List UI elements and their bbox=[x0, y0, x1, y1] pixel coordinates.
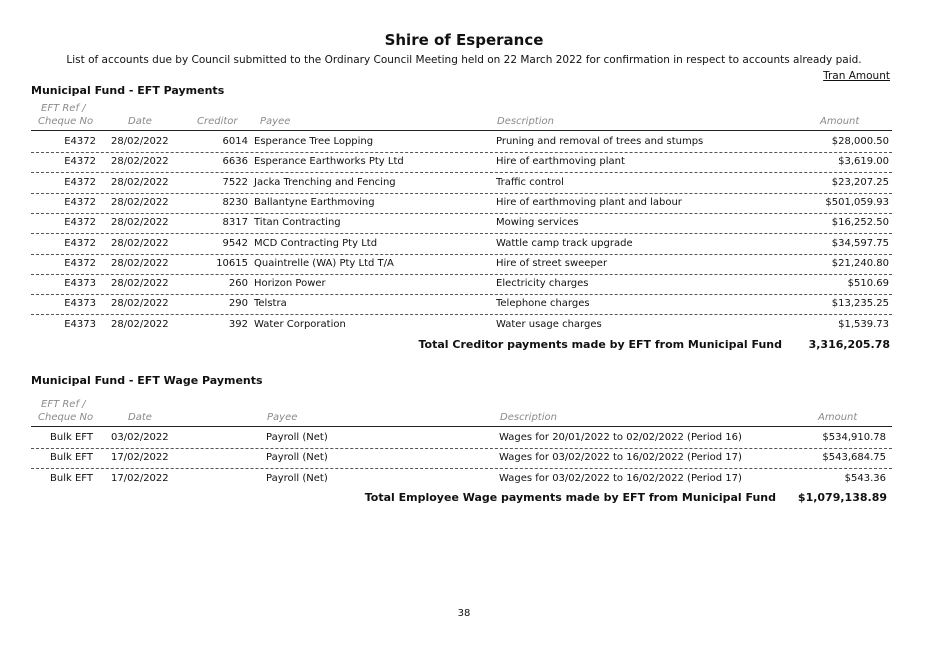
wage-payments-heading: Municipal Fund - EFT Wage Payments bbox=[31, 374, 263, 387]
cell-payee: Esperance Tree Lopping bbox=[254, 136, 374, 147]
cell-description: Mowing services bbox=[496, 217, 579, 229]
header-ref-line1: EFT Ref / bbox=[41, 399, 86, 410]
cell-date: 28/02/2022 bbox=[111, 318, 169, 330]
tran-amount-label: Tran Amount bbox=[823, 70, 890, 82]
cell-ref: E4372 bbox=[64, 196, 96, 208]
cell-amount: $543.36 bbox=[844, 472, 886, 484]
cell-amount: $23,207.25 bbox=[831, 176, 889, 188]
cell-creditor: 10615 bbox=[216, 257, 248, 269]
header-description: Description bbox=[497, 116, 554, 127]
cell-date: 03/02/2022 bbox=[111, 432, 169, 443]
cell-creditor: 6636 bbox=[222, 156, 248, 168]
cell-description: Water usage charges bbox=[496, 318, 602, 330]
cell-date: 28/02/2022 bbox=[111, 217, 169, 229]
cell-ref: E4372 bbox=[64, 237, 96, 249]
cell-amount: $501,059.93 bbox=[825, 196, 889, 208]
cell-ref: E4372 bbox=[64, 156, 96, 168]
table-row bbox=[31, 274, 892, 295]
eft-total-value: 3,316,205.78 bbox=[808, 338, 890, 351]
cell-amount: $534,910.78 bbox=[822, 432, 886, 443]
eft-payments-heading: Municipal Fund - EFT Payments bbox=[31, 84, 225, 97]
table-row bbox=[31, 315, 892, 335]
header-rule bbox=[31, 426, 892, 427]
cell-description: Wages for 03/02/2022 to 16/02/2022 (Period 17) bbox=[499, 452, 742, 464]
cell-payee: Payroll (Net) bbox=[266, 452, 328, 464]
cell-ref: E4373 bbox=[64, 318, 96, 330]
cell-description: Wages for 03/02/2022 to 16/02/2022 (Period 17) bbox=[499, 472, 742, 484]
cell-payee: MCD Contracting Pty Ltd bbox=[254, 237, 378, 249]
header-ref-line1: EFT Ref / bbox=[41, 103, 86, 114]
cell-ref: E4373 bbox=[64, 278, 96, 290]
table-row bbox=[31, 132, 892, 153]
cell-amount: $16,252.50 bbox=[831, 217, 889, 229]
cell-creditor: 6014 bbox=[222, 136, 248, 147]
cell-date: 28/02/2022 bbox=[111, 278, 169, 290]
table-row bbox=[31, 173, 892, 194]
wage-total-value: $1,079,138.89 bbox=[797, 491, 887, 504]
header-payee: Payee bbox=[260, 116, 291, 127]
document-title: Shire of Esperance bbox=[384, 31, 544, 49]
header-ref-line2: Cheque No bbox=[38, 116, 94, 127]
cell-date: 28/02/2022 bbox=[111, 136, 169, 147]
cell-description: Wages for 20/01/2022 to 02/02/2022 (Period 16) bbox=[499, 432, 742, 443]
cell-description: Hire of earthmoving plant and labour bbox=[496, 196, 682, 208]
cell-date: 28/02/2022 bbox=[111, 298, 169, 310]
cell-description: Hire of street sweeper bbox=[496, 257, 608, 269]
header-date: Date bbox=[128, 412, 152, 423]
cell-payee: Water Corporation bbox=[254, 318, 346, 330]
cell-date: 17/02/2022 bbox=[111, 452, 169, 464]
cell-date: 17/02/2022 bbox=[111, 472, 169, 484]
table-row bbox=[31, 213, 892, 234]
cell-date: 28/02/2022 bbox=[111, 257, 169, 269]
cell-ref: E4372 bbox=[64, 176, 96, 188]
header-amount: Amount bbox=[818, 412, 858, 423]
header-date: Date bbox=[128, 116, 152, 127]
table-row bbox=[31, 254, 892, 275]
cell-payee: Jacka Trenching and Fencing bbox=[254, 176, 396, 188]
cell-amount: $543,684.75 bbox=[822, 452, 886, 464]
table-row bbox=[31, 152, 892, 173]
cell-creditor: 260 bbox=[228, 278, 248, 290]
cell-ref: Bulk EFT bbox=[50, 472, 93, 484]
cell-ref: E4373 bbox=[64, 298, 96, 310]
cell-ref: E4372 bbox=[64, 136, 96, 147]
table-row bbox=[31, 234, 892, 255]
cell-amount: $21,240.80 bbox=[831, 257, 889, 269]
cell-payee: Horizon Power bbox=[254, 278, 326, 290]
table-row bbox=[31, 428, 892, 449]
cell-description: Hire of earthmoving plant bbox=[496, 156, 625, 168]
cell-creditor: 290 bbox=[228, 298, 248, 310]
cell-ref: Bulk EFT bbox=[50, 452, 93, 464]
cell-description: Wattle camp track upgrade bbox=[496, 237, 633, 249]
cell-date: 28/02/2022 bbox=[111, 237, 169, 249]
page-number: 38 bbox=[457, 608, 471, 619]
cell-creditor: 9542 bbox=[222, 237, 248, 249]
cell-amount: $1,539.73 bbox=[838, 318, 889, 330]
table-row bbox=[31, 469, 892, 489]
cell-payee: Esperance Earthworks Pty Ltd bbox=[254, 156, 404, 168]
cell-ref: E4372 bbox=[64, 257, 96, 269]
cell-payee: Quaintrelle (WA) Pty Ltd T/A bbox=[254, 257, 394, 269]
cell-date: 28/02/2022 bbox=[111, 176, 169, 188]
cell-amount: $34,597.75 bbox=[831, 237, 889, 249]
cell-creditor: 7522 bbox=[222, 176, 248, 188]
header-creditor: Creditor bbox=[197, 116, 238, 127]
cell-amount: $510.69 bbox=[847, 278, 889, 290]
cell-description: Telephone charges bbox=[496, 298, 590, 310]
cell-payee: Titan Contracting bbox=[254, 217, 341, 229]
header-description: Description bbox=[500, 412, 557, 423]
header-amount: Amount bbox=[820, 116, 860, 127]
table-row bbox=[31, 193, 892, 214]
table-row bbox=[31, 294, 892, 315]
cell-ref: E4372 bbox=[64, 217, 96, 229]
cell-description: Pruning and removal of trees and stumps bbox=[496, 136, 704, 147]
wage-total-label: Total Employee Wage payments made by EFT from Municipal Fund bbox=[364, 491, 776, 504]
cell-payee: Payroll (Net) bbox=[266, 432, 328, 443]
cell-creditor: 8230 bbox=[222, 196, 248, 208]
cell-payee: Ballantyne Earthmoving bbox=[254, 196, 375, 208]
header-ref-line2: Cheque No bbox=[38, 412, 94, 423]
cell-date: 28/02/2022 bbox=[111, 156, 169, 168]
cell-creditor: 392 bbox=[228, 318, 248, 330]
cell-payee: Payroll (Net) bbox=[266, 472, 328, 484]
table-row bbox=[31, 448, 892, 469]
cell-amount: $3,619.00 bbox=[838, 156, 889, 168]
cell-amount: $28,000.50 bbox=[831, 136, 889, 147]
cell-description: Traffic control bbox=[496, 176, 564, 188]
eft-total-label: Total Creditor payments made by EFT from Municipal Fund bbox=[418, 338, 782, 351]
cell-payee: Telstra bbox=[254, 298, 287, 310]
cell-description: Electricity charges bbox=[496, 278, 589, 290]
header-rule bbox=[31, 130, 892, 131]
cell-ref: Bulk EFT bbox=[50, 432, 93, 443]
cell-creditor: 8317 bbox=[222, 217, 248, 229]
cell-date: 28/02/2022 bbox=[111, 196, 169, 208]
cell-amount: $13,235.25 bbox=[831, 298, 889, 310]
document-subtitle: List of accounts due by Council submitted to the Ordinary Council Meeting held on 22 March 2022 for confirmation in respect to accounts already paid. bbox=[66, 54, 862, 66]
header-payee: Payee bbox=[267, 412, 298, 423]
